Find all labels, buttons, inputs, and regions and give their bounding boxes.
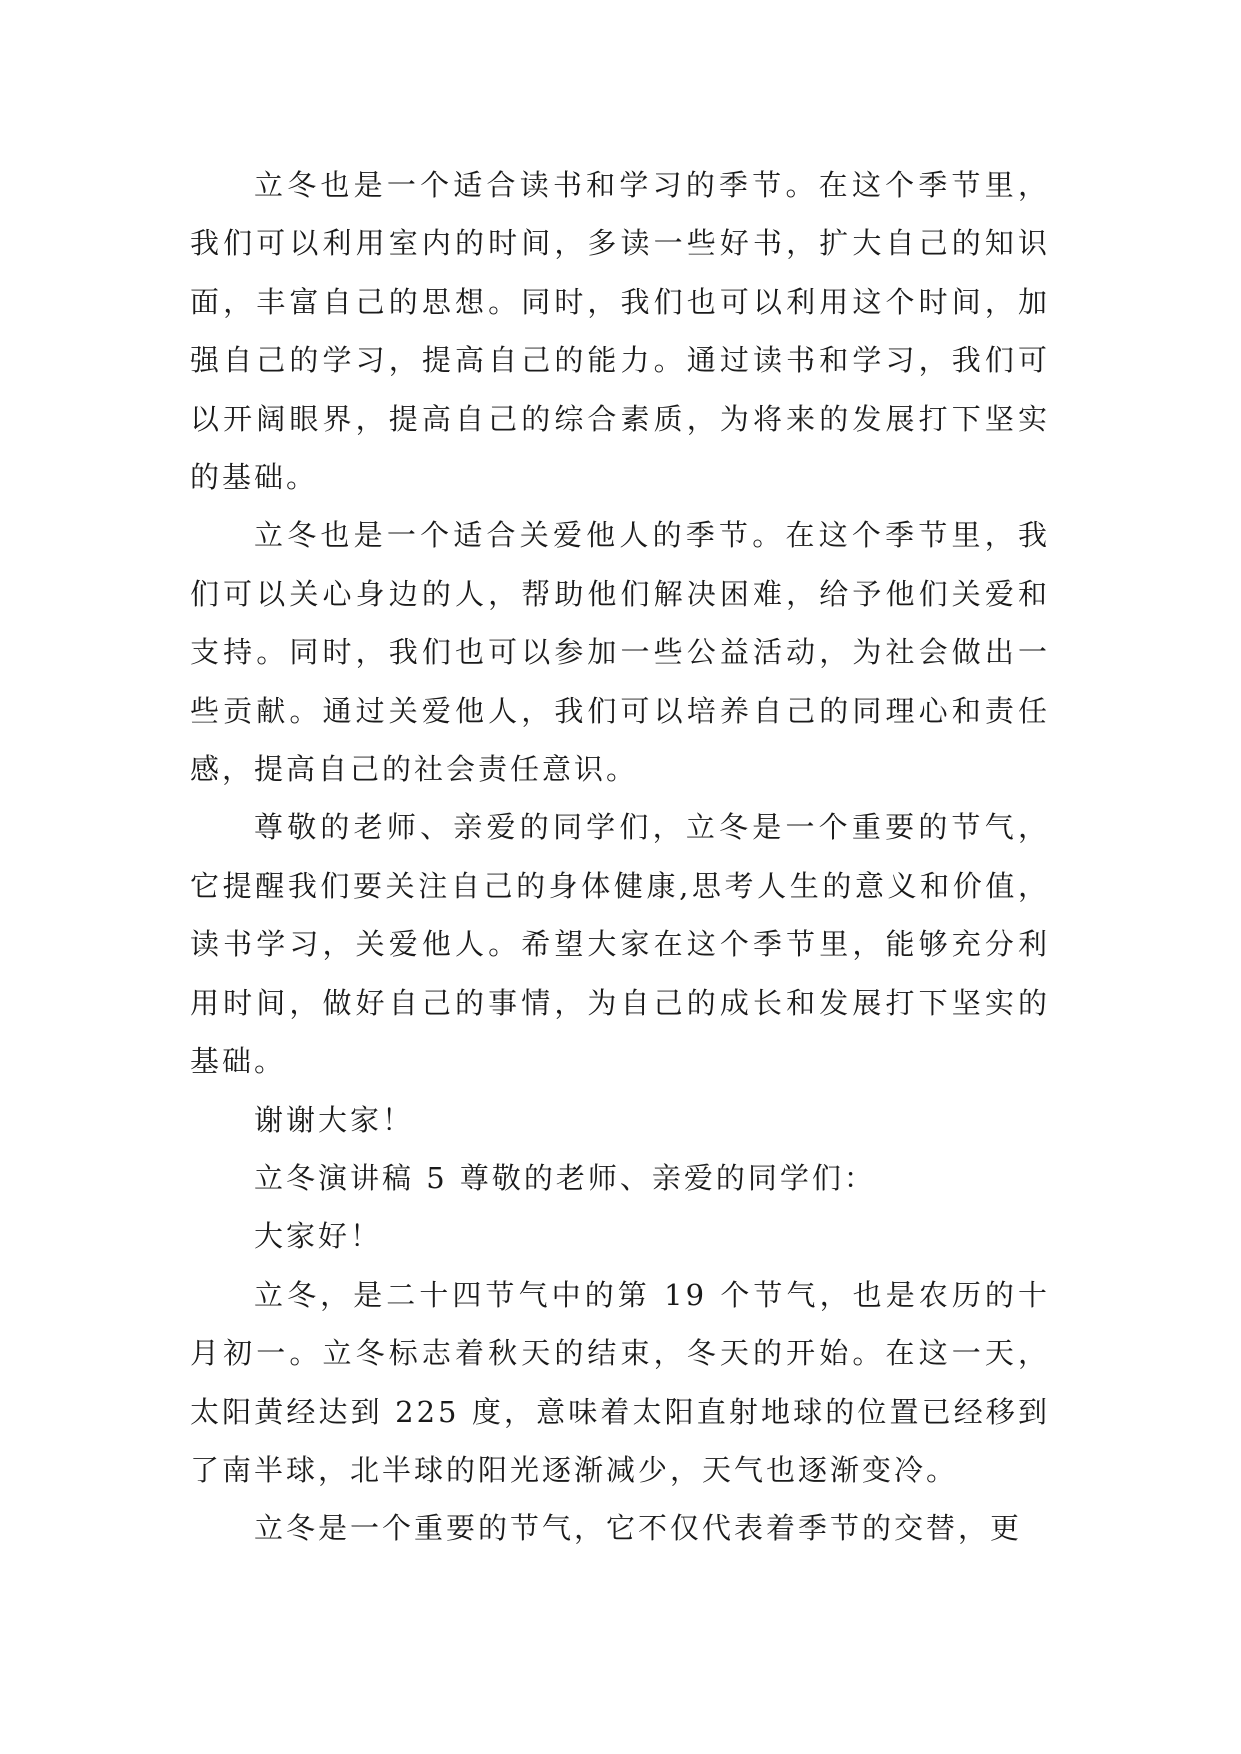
paragraph-caring-season: 立冬也是一个适合关爱他人的季节。在这个季节里，我们可以关心身边的人，帮助他们解决困难，给予他们关爱和支持。同时，我们也可以参加一些公益活动，为社会做出一些贡献。通过关爱他人，我们可以培养自己的同理心和责任感，提高自己的社会责任意识。: [190, 518, 1050, 787]
speech-heading: 立冬演讲稿 5 尊敬的老师、亲爱的同学们：: [254, 1160, 876, 1195]
paragraph-greeting: 大家好！: [254, 1219, 383, 1254]
paragraph-lidong-importance: 立冬是一个重要的节气，它不仅代表着季节的交替，更: [254, 1511, 1023, 1546]
paragraph-reading-season: 立冬也是一个适合读书和学习的季节。在这个季节里，我们可以利用室内的时间，多读一些好书，扩大自己的知识面，丰富自己的思想。同时，我们也可以利用这个时间，加强自己的学习，提高自己的能力。通过读书和学习，我们可以开阔眼界，提高自己的综合素质，为将来的发展打下坚实的基础。: [190, 168, 1050, 495]
paragraph-thanks: 谢谢大家！: [254, 1102, 415, 1137]
paragraph-closing-remarks: 尊敬的老师、亲爱的同学们，立冬是一个重要的节气，它提醒我们要关注自己的身体健康,思考人生的意义和价值，读书学习，关爱他人。希望大家在这个季节里，能够充分利用时间，做好自己的事情，为自己的成长和发展打下坚实的基础。: [190, 810, 1050, 1079]
paragraph-lidong-intro: 立冬，是二十四节气中的第 19 个节气，也是农历的十月初一。立冬标志着秋天的结束，冬天的开始。在这一天，太阳黄经达到 225 度，意味着太阳直射地球的位置已经移到了南半球，北半球的阳光逐渐减少，天气也逐渐变冷。: [190, 1277, 1050, 1487]
document-body: [190, 156, 1050, 1558]
